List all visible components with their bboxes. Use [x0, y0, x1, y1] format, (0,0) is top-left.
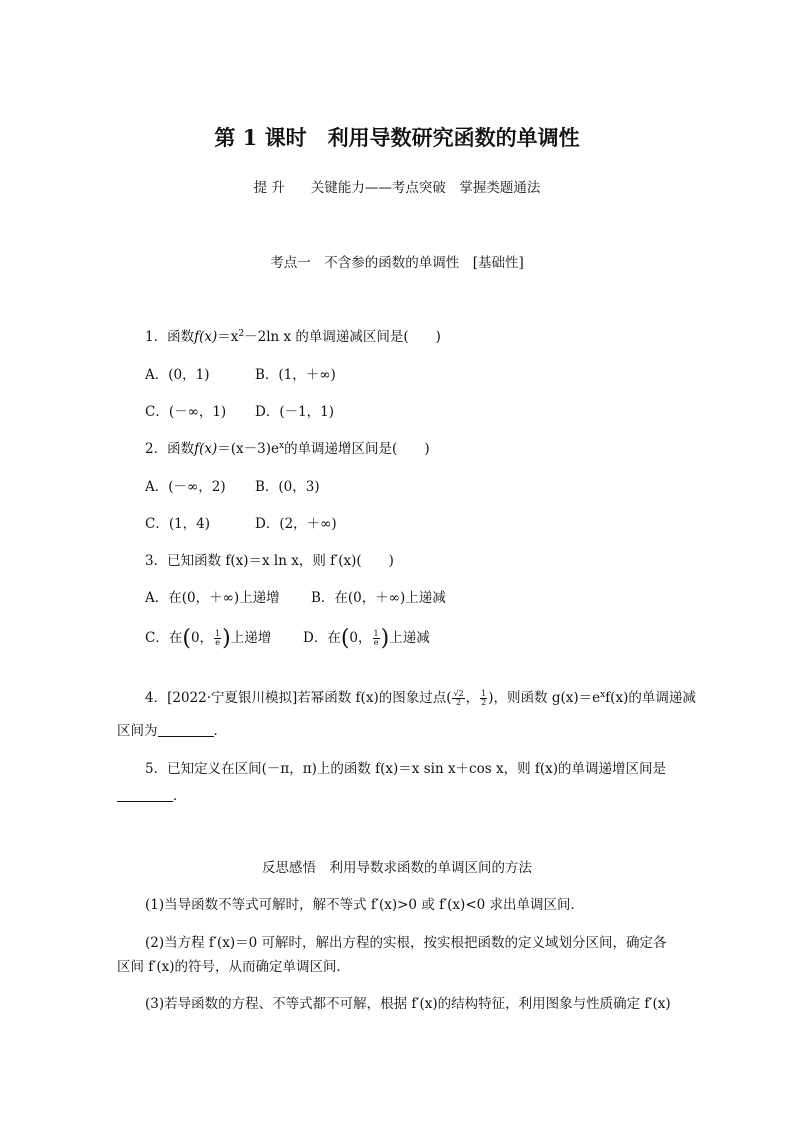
q3-c-fraction: $\frac{1}{e}$ — [215, 629, 221, 647]
q5-end: ． — [173, 788, 187, 804]
question-5: 5．已知定义在区间(－π，π)上的函数 f(x)＝x sin x＋cos x，则 f(x)的单调递增区间是 — [145, 761, 667, 777]
left-paren: ( — [340, 626, 350, 651]
q2-mid: ＝(x－3)e — [217, 441, 279, 457]
q2-option-a: A．(－∞，2) — [145, 479, 226, 495]
q3-d-prefix: D．在 — [303, 630, 341, 646]
q1-exponent: 2 — [238, 329, 245, 339]
q1-mid: ＝x — [217, 329, 239, 345]
q3-option-a: A．在(0，＋∞)上递增 — [145, 590, 280, 606]
q2-option-b: B．(0，3) — [255, 479, 320, 495]
subtitle-right: 关键能力——考点突破 掌握类题通法 — [310, 180, 541, 196]
right-paren: ) — [222, 626, 231, 651]
q3-d-fraction: $\frac{1}{e}$ — [373, 629, 379, 647]
q1-option-c: C．(－∞，1) — [145, 404, 227, 420]
q3-d-zero: 0， — [349, 630, 372, 646]
q1-option-d: D．(－1，1) — [255, 404, 335, 420]
q2-exponent: x — [278, 441, 285, 451]
q3-c-suffix: 上递增 — [230, 630, 272, 646]
q1-option-b: B．(1，＋∞) — [255, 367, 336, 383]
q4-prefix: 4．[2022·宁夏银川模拟]若幂函数 f(x)的图象过点( — [145, 690, 452, 706]
question-4: 4．[2022·宁夏银川模拟]若幂函数 f(x)的图象过点( $\frac{√2}{2}$ ， $\frac{1}{2}$ )，则函数 $g(x)=e^xf(x)$的单调递减 — [145, 689, 696, 707]
page-title: 第 1 课时 利用导数研究函数的单调性 — [214, 125, 580, 150]
q3-option-c — [145, 626, 271, 651]
reflection-title: 反思感悟 利用导数求函数的单调区间的方法 — [262, 860, 532, 876]
right-paren: ) — [380, 626, 390, 651]
q3-option-b: B．在(0，＋∞)上递减 — [311, 590, 446, 606]
question-5-line-2 — [117, 784, 187, 804]
q4-answer-blank[interactable] — [158, 722, 214, 737]
q3-option-d — [303, 626, 430, 651]
q2-prefix: 2．函数 — [145, 441, 195, 457]
reflection-point-1: (1)当导函数不等式可解时，解不等式 f′(x)>0 或 f′(x)<0 求出单调区间． — [145, 897, 585, 913]
q4-line2-text: 区间为 — [117, 723, 158, 739]
q2-suffix: 的单调递增区间是( ) — [284, 441, 430, 457]
q2-fx: f(x) — [194, 441, 218, 457]
question-1 — [145, 325, 441, 345]
question-3: 3．已知函数 f(x)＝x ln x，则 f′(x)( ) — [145, 553, 394, 569]
q2-option-c: C．(1，4) — [145, 516, 211, 532]
q4-fraction-1: $\frac{√2}{2}$ — [453, 689, 464, 707]
subtitle — [0, 176, 794, 196]
subtitle-left: 提 升 — [253, 180, 285, 196]
q2-option-d: D．(2，＋∞) — [255, 516, 337, 532]
q3-c-zero: 0， — [190, 630, 214, 646]
question-2 — [145, 437, 430, 457]
reflection-point-2-line-1: (2)当方程 f′(x)＝0 可解时，解出方程的实根，按实根把函数的定义域划分区间，确定各 — [145, 935, 667, 951]
section-heading: 考点一 不含参的函数的单调性 [基础性] — [270, 255, 524, 271]
q3-c-prefix: C．在 — [145, 630, 183, 646]
q3-d-suffix: 上递减 — [389, 630, 430, 646]
q5-answer-blank[interactable] — [117, 787, 173, 802]
q1-suffix: －2ln x 的单调递减区间是( ) — [244, 329, 441, 345]
q4-suffix: f(x)的单调递减 — [605, 690, 696, 706]
q1-prefix: 1．函数 — [145, 329, 195, 345]
left-paren: ( — [182, 626, 191, 651]
q4-fraction-2: $\frac{1}{2}$ — [481, 689, 487, 707]
reflection-point-2-line-2: 区间 f′(x)的符号，从而确定单调区间． — [117, 959, 350, 975]
q1-fx: f(x) — [194, 329, 218, 345]
q4-mid: )，则函数 g(x)＝e — [488, 690, 601, 706]
reflection-point-3: (3)若导函数的方程、不等式都不可解，根据 f′(x)的结构特征，利用图象与性质确定 f′(x) — [145, 996, 671, 1012]
q4-exponent: x — [600, 690, 606, 700]
question-4-line-2 — [117, 719, 227, 739]
q1-option-a: A．(0，1) — [145, 367, 210, 383]
q4-end: ． — [213, 723, 227, 739]
